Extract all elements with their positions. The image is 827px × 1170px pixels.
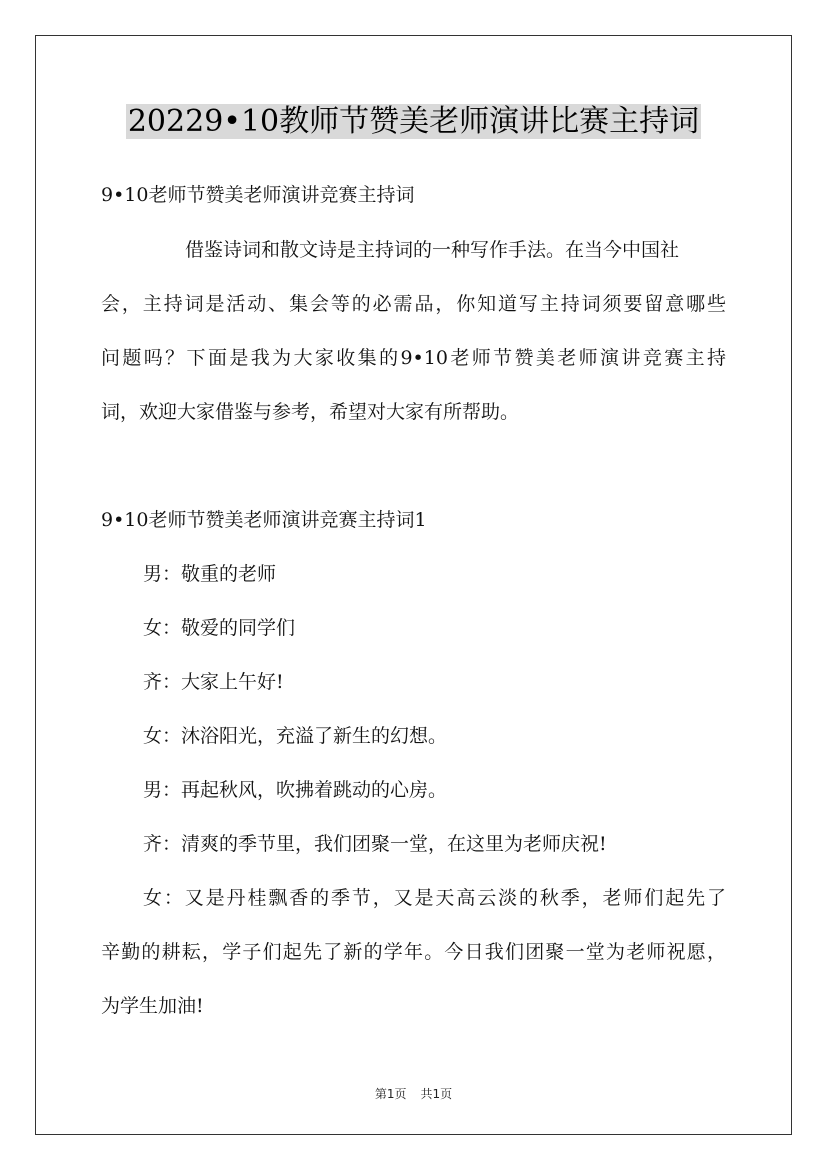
- continuation-line-1: 辛勤的耕耘，学子们起先了新的学年。今日我们团聚一堂为老师祝愿，: [101, 941, 726, 963]
- dialogue-line-2: 女：敬爱的同学们: [143, 617, 296, 639]
- dialogue-line-7: 女：又是丹桂飘香的季节，又是天高云淡的秋季，老师们起先了: [143, 887, 726, 909]
- intro-line-3: 问题吗？下面是我为大家收集的9•10老师节赞美老师演讲竞赛主持: [101, 347, 726, 369]
- continuation-line-2: 为学生加油!: [101, 995, 204, 1017]
- document-title: [0, 101, 827, 143]
- dialogue-line-1: 男：敬重的老师: [143, 563, 277, 585]
- subtitle: 9•10老师节赞美老师演讲竞赛主持词: [101, 184, 415, 206]
- section-heading: 9•10老师节赞美老师演讲竞赛主持词1: [101, 509, 427, 531]
- intro-line-2: 会，主持词是活动、集会等的必需品，你知道写主持词须要留意哪些: [101, 293, 726, 315]
- page-total: 共1页: [420, 1087, 453, 1101]
- page-number: 第1页: [374, 1087, 407, 1101]
- dialogue-line-6: 齐：清爽的季节里，我们团聚一堂，在这里为老师庆祝!: [143, 833, 607, 855]
- dialogue-line-4: 女：沐浴阳光，充溢了新生的幻想。: [143, 725, 448, 747]
- intro-line-1: 借鉴诗词和散文诗是主持词的一种写作手法。在当今中国社: [185, 239, 680, 261]
- dialogue-line-3: 齐：大家上午好!: [143, 671, 284, 693]
- page-footer: [0, 1085, 827, 1102]
- intro-line-4: 词，欢迎大家借鉴与参考，希望对大家有所帮助。: [101, 401, 520, 423]
- dialogue-line-5: 男：再起秋风，吹拂着跳动的心房。: [143, 779, 448, 801]
- document-title-text: 20229•10教师节赞美老师演讲比赛主持词: [127, 104, 700, 139]
